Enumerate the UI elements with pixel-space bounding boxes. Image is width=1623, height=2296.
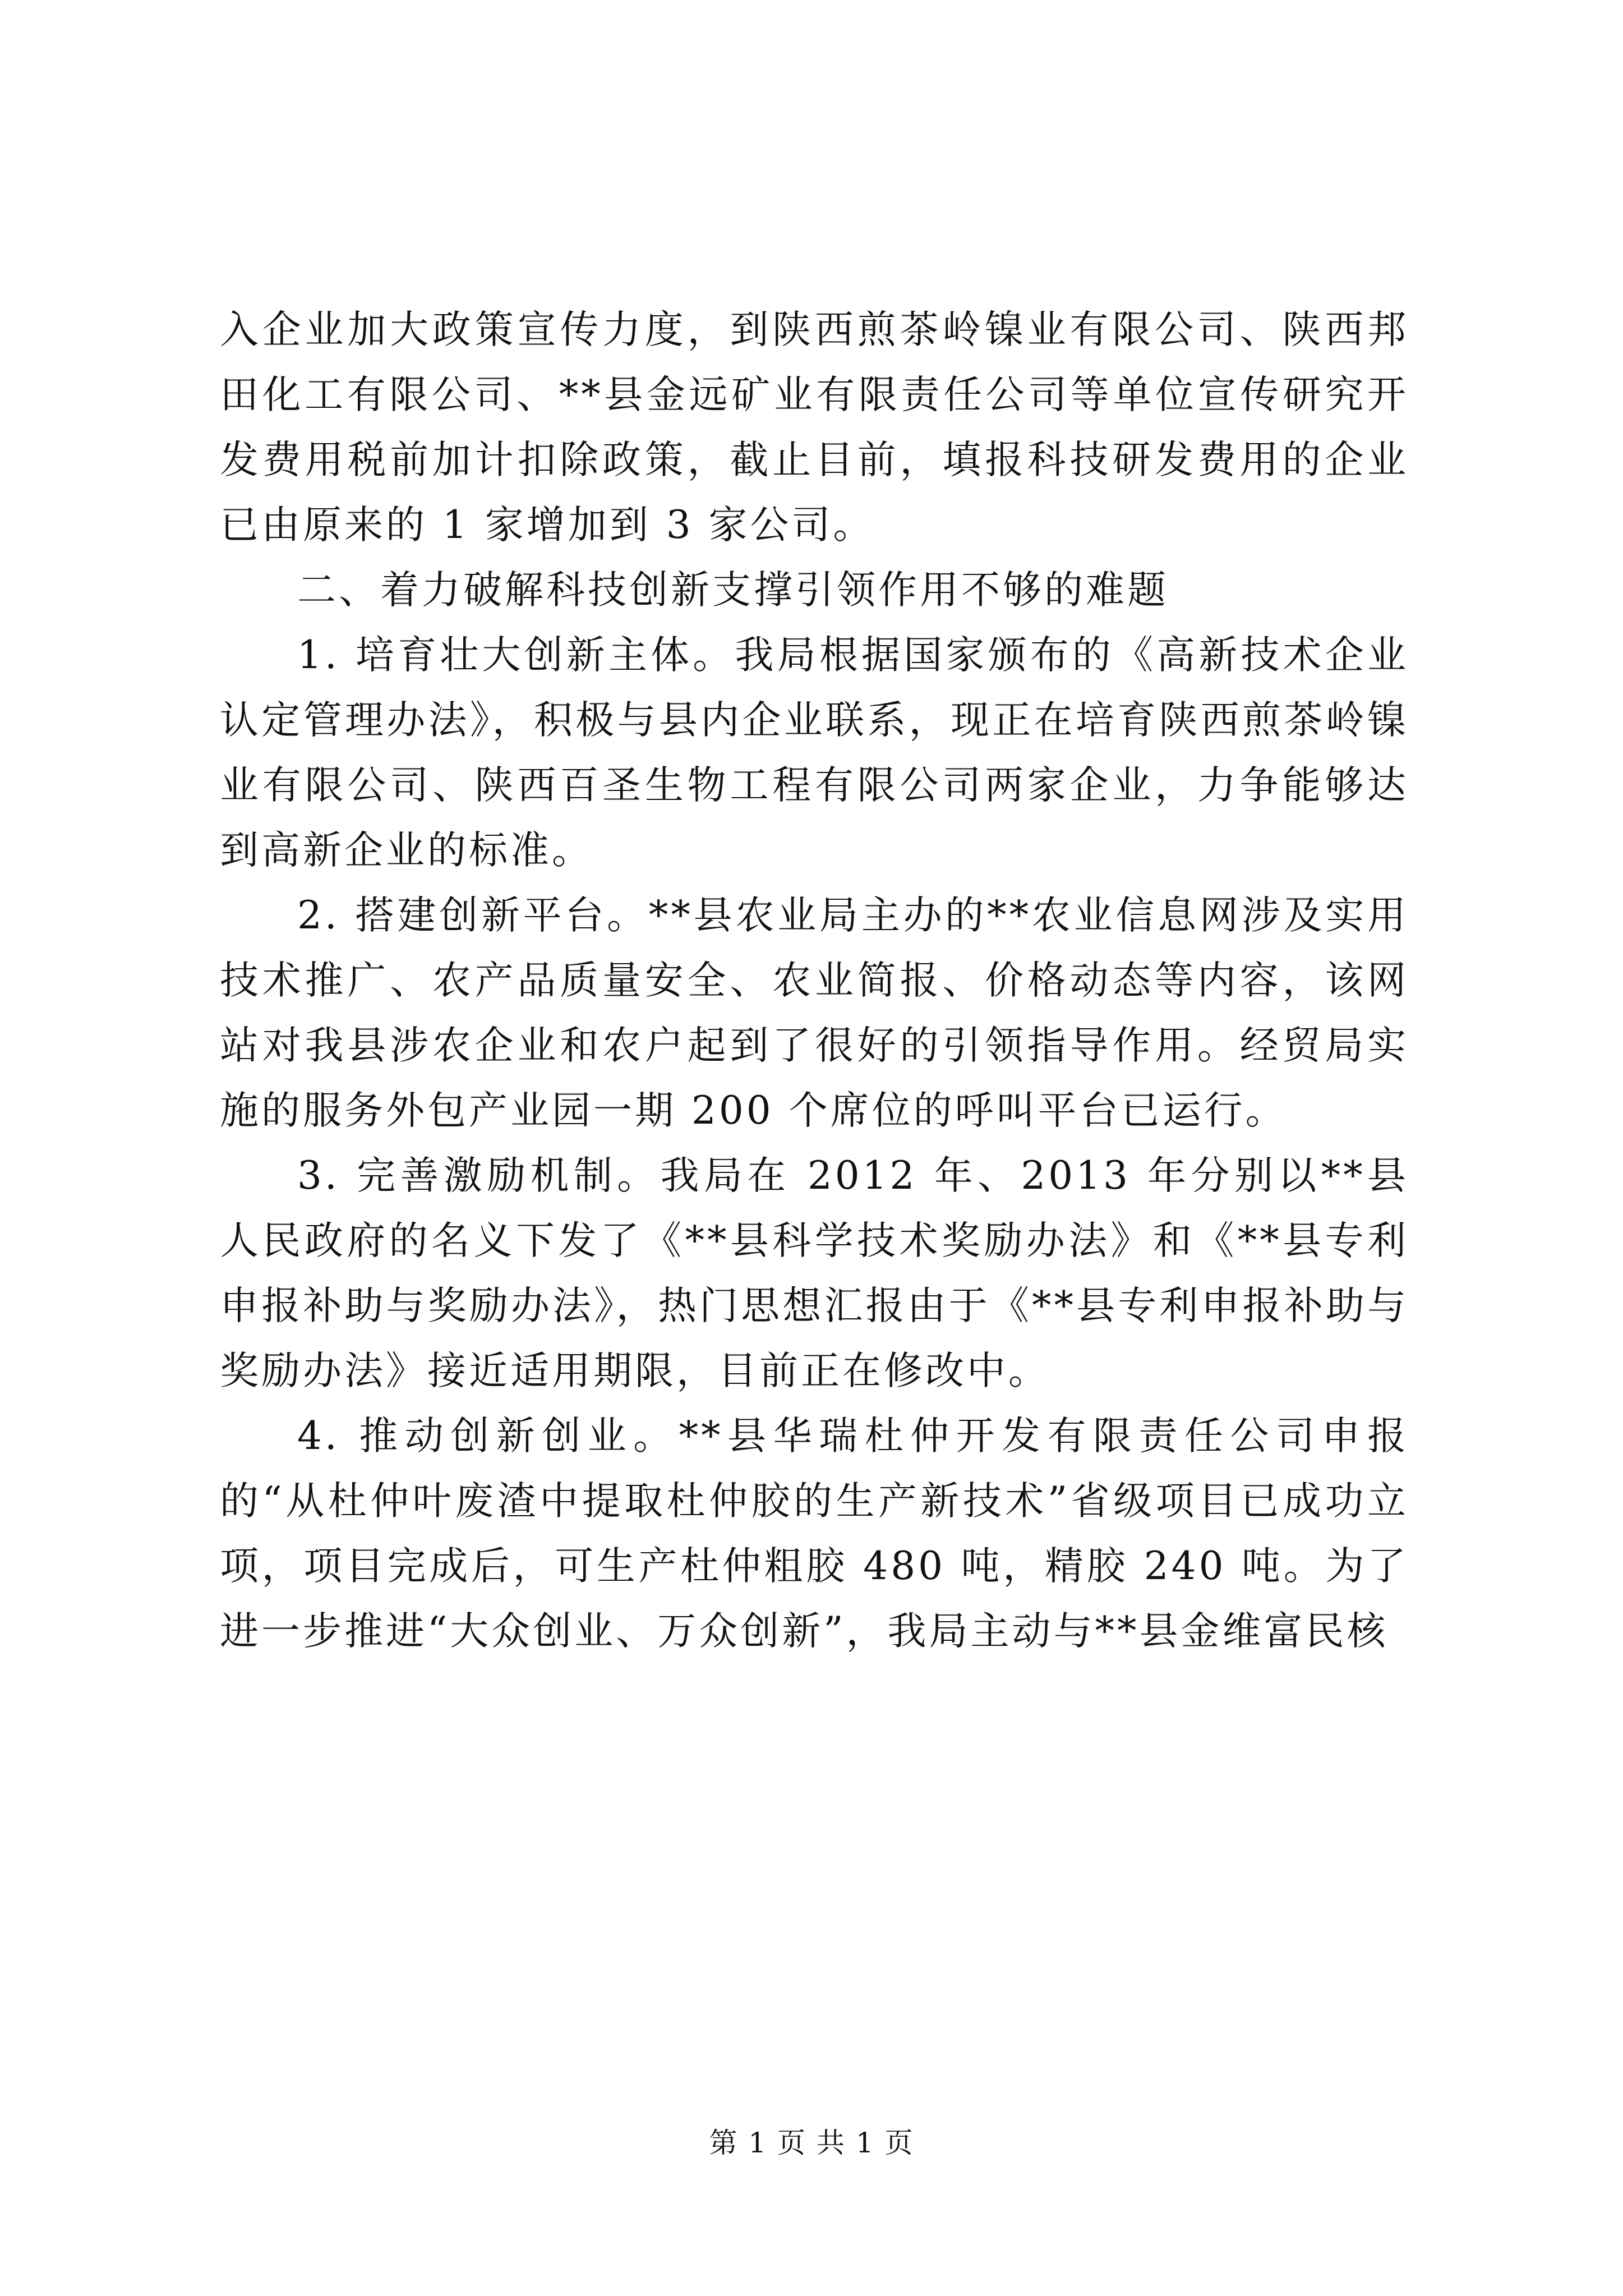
- page-footer: 第 1 页 共 1 页: [709, 2127, 914, 2159]
- paragraph-item-4: 4. 推动创新创业。**县华瑞杜仲开发有限责任公司申报的“从杜仲叶废渣中提取杜仲胶的生产新技术”省级项目已成功立项，项目完成后，可生产杜仲粗胶 480 吨，精胶 240 吨。为了进一步推进“大众创业、万众创新”，我局主动与**县金维富民核: [220, 1414, 1409, 1654]
- paragraph-item-3: 3. 完善激励机制。我局在 2012 年、2013 年分别以**县人民政府的名义下发了《**县科学技术奖励办法》和《**县专利申报补助与奖励办法》，热门思想汇报由于《**县专利申报补助与奖励办法》接近适用期限，目前正在修改中。: [220, 1153, 1409, 1393]
- paragraph-item-2: 2. 搭建创新平台。**县农业局主办的**农业信息网涉及实用技术推广、农产品质量安全、农业简报、价格动态等内容，该网站对我县涉农企业和农户起到了很好的引领指导作用。经贸局实施的服务外包产业园一期 200 个席位的呼叫平台已运行。: [220, 893, 1409, 1133]
- paragraph-item-1: 1. 培育壮大创新主体。我局根据国家颁布的《高新技术企业认定管理办法》，积极与县内企业联系，现正在培育陕西煎茶岭镍业有限公司、陕西百圣生物工程有限公司两家企业，力争能够达到高新企业的标准。: [220, 633, 1409, 873]
- paragraph-continuation: 入企业加大政策宣传力度，到陕西煎茶岭镍业有限公司、陕西邦田化工有限公司、**县金远矿业有限责任公司等单位宣传研究开发费用税前加计扣除政策，截止目前，填报科技研发费用的企业已由原来的 1 家增加到 3 家公司。: [220, 307, 1409, 547]
- section-heading: 二、着力破解科技创新支撑引领作用不够的难题: [297, 568, 1169, 613]
- document-body: [220, 297, 1409, 1664]
